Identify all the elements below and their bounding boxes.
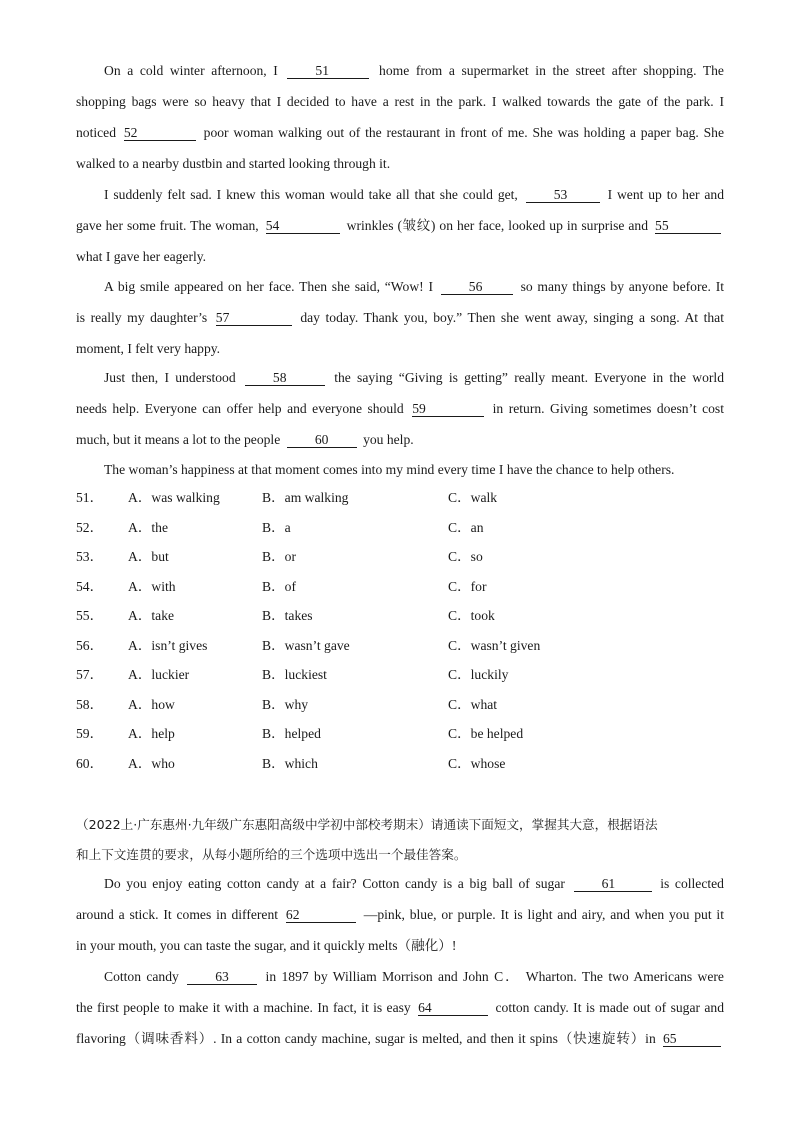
text: in 1897 by William Morrison and John C． Wharton. The two Americans were [265,969,724,984]
text-line [76,123,724,143]
option-a[interactable]: A．with [128,579,176,594]
text: poor woman walking out of the restaurant in front of me. She was holding a paper bag. She [203,125,724,140]
question-number: 56． [76,638,104,653]
text: the first people to make it with a machine. In fact, it is easy [76,1000,411,1015]
text-line [76,998,724,1018]
option-b[interactable]: B．helped [262,726,321,741]
text: noticed [76,125,117,140]
instruction-line: 和上下文连贯的要求，从每小题所给的三个选项中选出一个最佳答案。 [76,847,467,862]
option-b[interactable]: B．luckiest [262,667,327,682]
text-line [76,308,724,328]
blank-62: 62 [286,907,356,923]
text: day today. Thank you, boy.” Then she went away, singing a song. At that [300,310,724,325]
option-b[interactable]: B．which [262,756,318,771]
text: flavoring（调味香料）. In a cotton candy machine, sugar is melted, and then it spins（快速旋转）in [76,1031,656,1046]
option-c[interactable]: C．so [448,549,483,564]
blank-60: 60 [287,432,357,448]
question-number: 53． [76,549,104,564]
question-number: 51． [76,490,104,505]
blank-54: 54 [266,218,340,234]
text-line: what I gave her eagerly. [76,249,207,264]
text: around a stick. It comes in different [76,907,279,922]
text-line [76,61,724,81]
option-row [76,488,736,508]
text-line [76,905,724,925]
question-number: 55． [76,608,104,623]
text: wrinkles (皱纹) on her face, looked up in surprise and [346,218,649,233]
text: much, but it means a lot to the people [76,432,281,447]
blank-55: 55 [655,218,721,234]
option-c[interactable]: C．an [448,520,484,535]
option-c[interactable]: C．whose [448,756,506,771]
text: On a cold winter afternoon, I [104,63,278,78]
option-c[interactable]: C．walk [448,490,498,505]
option-row [76,577,736,597]
blank-61: 61 [574,876,652,892]
text: I went up to her and [607,187,724,202]
text: A big smile appeared on her face. Then she said, “Wow! I [104,279,433,294]
text-line [76,874,724,894]
text: Do you enjoy eating cotton candy at a fair? Cotton candy is a big ball of sugar [104,876,565,891]
text: home from a supermarket in the street after shopping. The [379,63,724,78]
question-number: 52． [76,520,104,535]
text-line: The woman’s happiness at that moment comes into my mind every time I have the chance to help others. [104,462,675,477]
text: Just then, I understood [104,370,236,385]
option-c[interactable]: C．took [448,608,495,623]
option-row [76,606,736,626]
text: is really my daughter’s [76,310,208,325]
text: so many things by anyone before. It [520,279,725,294]
text-line [76,399,724,419]
option-b[interactable]: B．wasn’t gave [262,638,350,653]
question-number: 60． [76,756,104,771]
text-line [76,185,724,205]
text: in return. Giving sometimes doesn’t cost [492,401,724,416]
text: needs help. Everyone can offer help and everyone should [76,401,404,416]
option-row [76,724,736,744]
question-number: 58． [76,697,104,712]
text-line: shopping bags were so heavy that I decided to have a rest in the park. I walked towards the gate of the park. I [76,94,724,109]
blank-65: 65 [663,1031,721,1047]
option-b[interactable]: B．takes [262,608,313,623]
text: cotton candy. It is made out of sugar and [495,1000,725,1015]
instruction-line: （2022上·广东惠州·九年级广东惠阳高级中学初中部校考期末）请通读下面短文，掌握其大意，根据语法 [76,817,658,832]
text: —pink, blue, or purple. It is light and airy, and when you put it [363,907,724,922]
blank-59: 59 [412,401,484,417]
option-row [76,547,736,567]
blank-64: 64 [418,1000,488,1016]
option-row [76,665,736,685]
option-b[interactable]: B．why [262,697,309,712]
blank-51: 51 [287,63,369,79]
text-line: in your mouth, you can taste the sugar, and it quickly melts（融化）! [76,938,457,953]
text-line [76,216,724,236]
blank-56: 56 [441,279,513,295]
option-row [76,636,736,656]
text: you help. [363,432,414,447]
option-b[interactable]: B．am walking [262,490,349,505]
option-b[interactable]: B．a [262,520,291,535]
option-c[interactable]: C．wasn’t given [448,638,541,653]
option-a[interactable]: A．but [128,549,169,564]
blank-52: 52 [124,125,196,141]
text: I suddenly felt sad. I knew this woman would take all that she could get, [104,187,518,202]
option-a[interactable]: A．isn’t gives [128,638,208,653]
text: the saying “Giving is getting” really meant. Everyone in the world [334,370,724,385]
text-line [76,1029,724,1049]
option-a[interactable]: A．help [128,726,175,741]
text-line: walked to a nearby dustbin and started looking through it. [76,156,391,171]
text-line [76,967,724,987]
blank-63: 63 [187,969,257,985]
text: Cotton candy [104,969,179,984]
option-a[interactable]: A．take [128,608,175,623]
option-row [76,695,736,715]
option-c[interactable]: C．be helped [448,726,524,741]
blank-57: 57 [216,310,292,326]
text: is collected [660,876,724,891]
text-line: moment, I felt very happy. [76,341,221,356]
blank-58: 58 [245,370,325,386]
question-number: 54． [76,579,104,594]
option-row [76,518,736,538]
text-line [76,368,724,388]
option-row [76,754,736,774]
text-line [76,277,724,297]
option-a[interactable]: A．was walking [128,490,220,505]
option-a[interactable]: A．who [128,756,175,771]
question-number: 57． [76,667,104,682]
option-a[interactable]: A．luckier [128,667,190,682]
option-b[interactable]: B．of [262,579,296,594]
option-a[interactable]: A．the [128,520,169,535]
blank-53: 53 [526,187,600,203]
option-c[interactable]: C．for [448,579,487,594]
text-line [76,430,724,450]
option-c[interactable]: C．luckily [448,667,509,682]
text: gave her some fruit. The woman, [76,218,259,233]
option-c[interactable]: C．what [448,697,498,712]
option-a[interactable]: A．how [128,697,175,712]
question-number: 59． [76,726,104,741]
option-b[interactable]: B．or [262,549,296,564]
